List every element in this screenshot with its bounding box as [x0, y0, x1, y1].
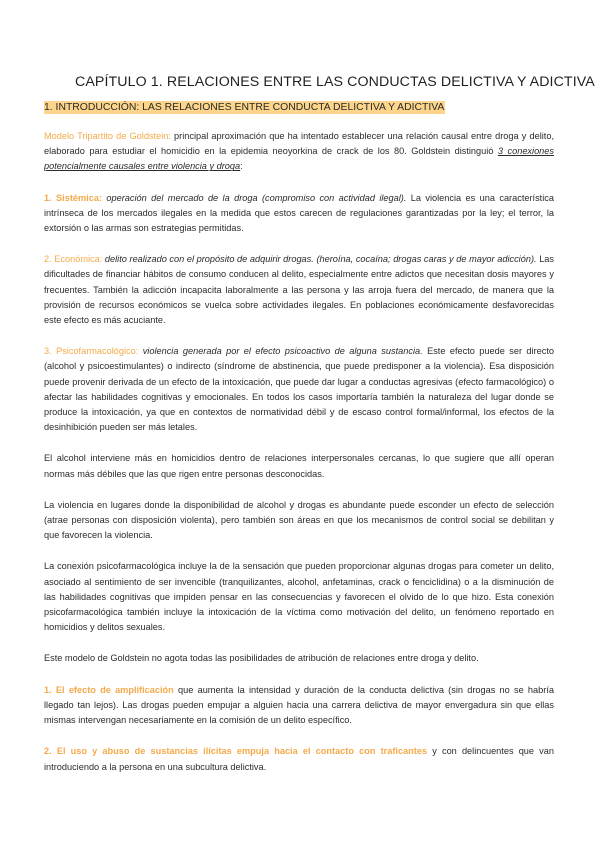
paragraph-modelo: Este modelo de Goldstein no agota todas las posibilidades de atribución de relaciones entre droga y delito. [44, 653, 479, 664]
paragraph-conexion: La conexión psicofarmacológica incluye la de la sensación que pueden proporcionar algunas drogas para cometer un delito, asociado al sentimiento de ser invencible (tranquilizantes, alcohol, anfetaminas, crack o fenciclidina) o a la disminución de las habilidades cognitivas que impiden pensar en las consecuencias y favorecen el olvido de lo que hizo. Esta conexión psicofarmacológica también incluye la intoxicación de la víctima como motivación del delito, un fenómeno reportado en homicidios y delitos sexuales. [44, 561, 554, 633]
paragraph-alcohol: El alcohol interviene más en homicidios dentro de relaciones interpersonales cercanas, lo que sugiere que allí operan normas más débiles que las que rigen entre personas desconocidas. [44, 453, 554, 479]
section-heading [44, 102, 554, 113]
item-psico-text: Este efecto puede ser directo (alcohol y psicoestimulantes) o indirecto (síndrome de abstinencia, que puede predisponer a la violencia). Esa disposición puede provenir derivada de un efecto de la intoxicación, que puede dar lugar a conductas agresivas (efecto farmacológico) o afectar las habilidades cognitivas y emocionales. En todos los casos importaría también la naturaleza del lugar donde se produce la intoxicación, ya que en contextos de normatividad débil y de escaso control formal/informal, los efectos de la desinhibición pueden ser más letales. [44, 346, 555, 433]
item-sistemica-italic: operación del mercado de la droga (compromiso con actividad ilegal). [102, 192, 407, 203]
intro-underlined: 3 conexiones potencialmente causales entre violencia y droga [44, 146, 554, 172]
intro-text: principal aproximación que ha intentado establecer una relación causal entre droga y delito, elaborado para estudiar el homicidio en la epidemia neoyorkina de crack de los 80. Goldstein distinguió [44, 131, 554, 157]
item-traficantes-label: 2. El uso y abuso de sustancias ilícitas empuja hacia el contacto con traficantes [44, 746, 428, 757]
item-traficantes-text: y con delincuentes que van introduciendo a la persona en una subcultura delictiva. [44, 746, 554, 772]
item-amplificacion [44, 683, 554, 729]
chapter-title: CAPÍTULO 1. RELACIONES ENTRE LAS CONDUCTAS DELICTIVA Y ADICTIVA [75, 74, 595, 90]
intro-end: : [240, 161, 243, 172]
item-amplificacion-label: 1. El efecto de amplificación [44, 684, 174, 695]
item-psicofarmacologico [44, 344, 554, 435]
item-psico-italic: violencia generada por el efecto psicoactivo de alguna sustancia. [138, 346, 423, 357]
paragraph-violencia: La violencia en lugares donde la disponibilidad de alcohol y drogas es abundante puede esconder un efecto de selección (atrae personas con disposición violenta), pero también son áreas en que los mecanismos de control social se debilitan y que favorecen la violencia. [44, 499, 554, 541]
section-heading-text: 1. INTRODUCCIÓN: LAS RELACIONES ENTRE CONDUCTA DELICTIVA Y ADICTIVA [44, 102, 445, 113]
item-psico-label: 3. Psicofarmacológico: [44, 346, 139, 357]
intro-label: Modelo Tripartito de Goldstein: [44, 131, 171, 141]
intro-paragraph [44, 129, 554, 175]
item-sistemica-text: La violencia es una característica intrínseca de los mercados ilegales en la medida que estos carecen de regulaciones garantizadas por la ley; el terror, la extorsión o las armas son estrategias permitidas. [44, 192, 554, 234]
item-amplificacion-text: que aumenta la intensidad y duración de la conducta delictiva (sin drogas no se habría llegado tan lejos). Las drogas pueden empujar a alguien hacia una carrera delictiva de mayor envergadura sin que ellas mismas intervengan necesariamente en la comisión de un delito específico. [44, 684, 554, 726]
item-economica [44, 252, 554, 328]
item-economica-italic: delito realizado con el propósito de adquirir drogas. (heroína, cocaína; drogas caras y de mayor adicción). [102, 254, 537, 265]
item-economica-label: 2. Económica: [44, 254, 103, 265]
item-sistemica-label: 1. Sistémica: [44, 192, 103, 203]
item-sistemica [44, 191, 554, 237]
item-economica-text: Las dificultades de financiar hábitos de consumo conducen al delito, especialmente entre adictos que necesitan dosis mayores y frecuentes. También la adicción incapacita laboralmente a las persona y las arroja fuera del mercado, de manera que la provisión de recursos económicos se vuelca sobre actividades ilegales. En poblaciones económicamente desfavorecidas este efecto es más acuciante. [44, 254, 555, 326]
item-traficantes [44, 744, 554, 774]
